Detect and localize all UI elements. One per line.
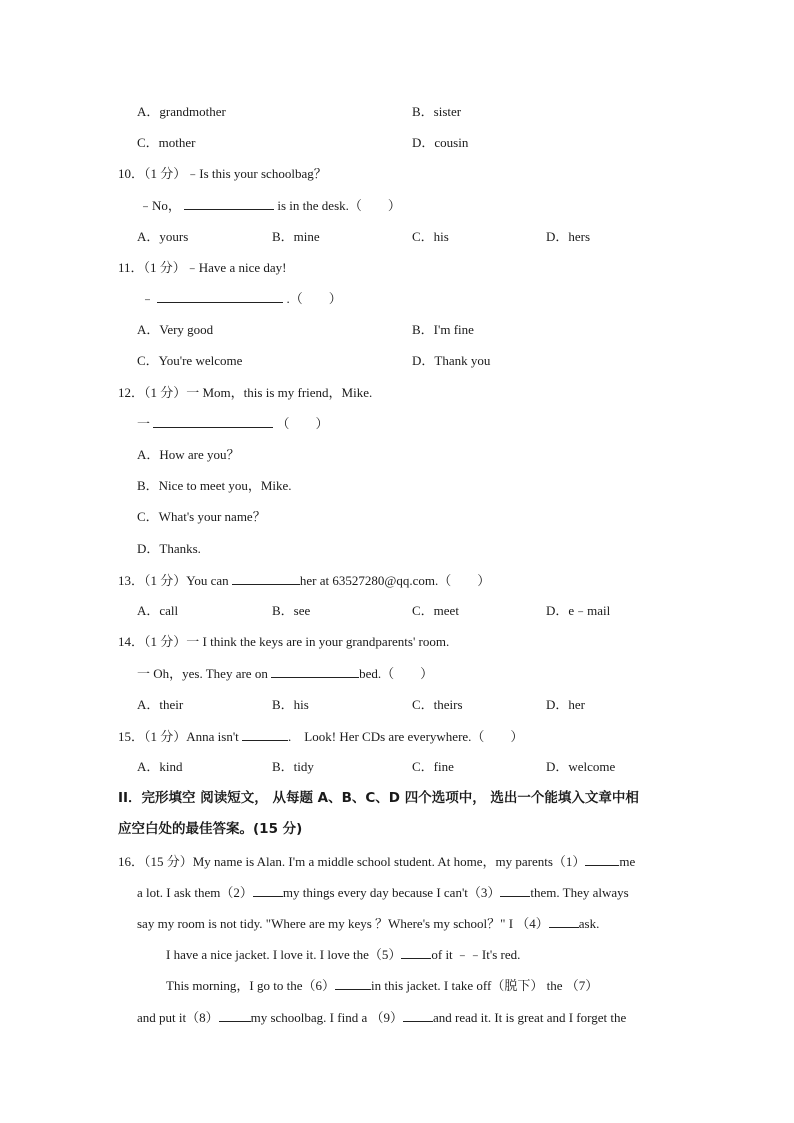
q16-blank-3[interactable] [500,884,530,897]
q13-stem-prefix: 13．（1 分）You can [118,573,229,588]
q16-blank-8[interactable] [219,1009,251,1022]
q14-dialogue-line [137,665,433,682]
q13-stem-suffix: her at 63527280@qq.com.（ ） [299,573,491,588]
q16-blank-6[interactable] [335,977,371,990]
section-2-heading: II．完形填空 阅读短文， 从每题 A、B、C、D 四个选项中， 选出一个能填入文章中相 [118,790,639,806]
q16-text: them. They always [530,885,629,900]
q16-passage-line-1 [118,853,635,870]
q12-option-c[interactable]: C．What's your name？ [137,509,266,524]
q16-text: 16．（15 分）My name is Alan. I'm a middle school student. At home，my parents（1） [118,854,586,869]
q11-line-suffix: .（ ） [286,291,342,306]
q12-option-b[interactable]: B．Nice to meet you，Mike. [137,478,292,493]
q9-option-d[interactable]: D．cousin [412,135,469,150]
q10-line-suffix: is in the desk.（ ） [277,198,401,213]
q14-stem: 14．（1 分）一 I think the keys are in your grandparents' room. [118,634,450,649]
q13-answer-blank[interactable] [232,572,300,585]
q14-option-c[interactable]: C．theirs [412,697,463,712]
q13-stem [118,572,490,589]
q16-passage-line-2 [137,884,629,901]
q9-option-c[interactable]: C．mother [137,135,196,150]
q15-option-b[interactable]: B．tidy [272,759,314,774]
q16-passage-line-5 [166,977,598,994]
q11-option-d[interactable]: D．Thank you [412,353,491,368]
q12-answer-blank[interactable] [153,415,273,428]
q11-option-b[interactable]: B．I'm fine [412,322,474,337]
q11-answer-blank[interactable] [157,290,283,303]
q9-option-a[interactable]: A．grandmother [137,104,226,119]
q16-passage-line-4 [166,946,520,963]
q16-blank-5[interactable] [401,946,431,959]
q14-line-prefix: 一 Oh，yes. They are on [137,666,268,681]
q16-text: and read it. It is great and I forget the [432,1010,627,1025]
q14-option-b[interactable]: B．his [272,697,309,712]
q16-text: and put it（8） [137,1010,219,1025]
q16-blank-2[interactable] [253,884,283,897]
q10-option-b[interactable]: B．mine [272,229,320,244]
q14-line-suffix: bed.（ ） [359,666,434,681]
q15-stem-suffix: . Look! Her CDs are everywhere.（ ） [288,729,524,744]
q13-option-a[interactable]: A．call [137,603,179,618]
q10-stem: 10．（1 分）﹣Is this your schoolbag？ [118,166,327,181]
q11-option-a[interactable]: A．Very good [137,322,214,337]
q16-text: my things every day because I can't（3） [282,885,501,900]
q11-stem: 11．（1 分）﹣Have a nice day! [118,260,287,275]
section-2-heading-cont: 应空白处的最佳答案。(15 分) [118,821,303,837]
q15-option-c[interactable]: C．fine [412,759,454,774]
q15-stem [118,728,523,745]
q16-text: of it ﹣﹣It's red. [431,947,521,962]
q15-option-d[interactable]: D．welcome [546,759,616,774]
q11-option-c[interactable]: C．You're welcome [137,353,243,368]
q10-option-a[interactable]: A．yours [137,229,189,244]
q9-option-b[interactable]: B．sister [412,104,462,119]
q13-option-c[interactable]: C．meet [412,603,459,618]
q14-answer-blank[interactable] [271,665,359,678]
q12-dialogue-line [137,415,329,432]
q13-option-b[interactable]: B．see [272,603,311,618]
q10-answer-blank[interactable] [184,197,274,210]
q10-option-d[interactable]: D．hers [546,229,591,244]
q16-blank-9[interactable] [403,1009,433,1022]
q16-blank-4[interactable] [549,915,579,928]
q15-stem-prefix: 15．（1 分）Anna isn't [118,729,239,744]
q14-option-a[interactable]: A．their [137,697,184,712]
q16-passage-line-6 [137,1009,626,1026]
q12-option-d[interactable]: D．Thanks. [137,541,201,556]
q10-option-c[interactable]: C．his [412,229,449,244]
q16-passage-line-3 [137,915,599,932]
q16-text: my schoolbag. I find a （9） [250,1010,403,1025]
q16-text: I have a nice jacket. I love it. I love the（5） [166,947,402,962]
q13-option-d[interactable]: D．e﹣mail [546,603,611,618]
q12-line-prefix: 一 [137,416,151,431]
q11-dialogue-line [141,290,342,307]
q15-option-a[interactable]: A．kind [137,759,183,774]
q16-text: say my room is not tidy. "Where are my keys ？Where's my school？" I （4） [137,916,549,931]
q16-text: me [619,854,636,869]
q16-blank-1[interactable] [585,853,619,866]
q14-option-d[interactable]: D．her [546,697,585,712]
q10-line-prefix: ﹣No， [139,198,181,213]
q12-option-a[interactable]: A．How are you？ [137,447,240,462]
q16-text: This morning，I go to the（6） [166,978,335,993]
q16-text: in this jacket. I take off（脱下） the （7） [371,978,599,993]
q12-line-suffix: （ ） [276,416,329,431]
q11-line-prefix: ﹣ [141,291,155,306]
q10-dialogue-line [139,197,401,214]
q15-answer-blank[interactable] [242,728,288,741]
q16-text: ask. [578,916,600,931]
q12-stem: 12．（1 分）一 Mom，this is my friend，Mike. [118,385,373,400]
q16-text: a lot. I ask them（2） [137,885,253,900]
